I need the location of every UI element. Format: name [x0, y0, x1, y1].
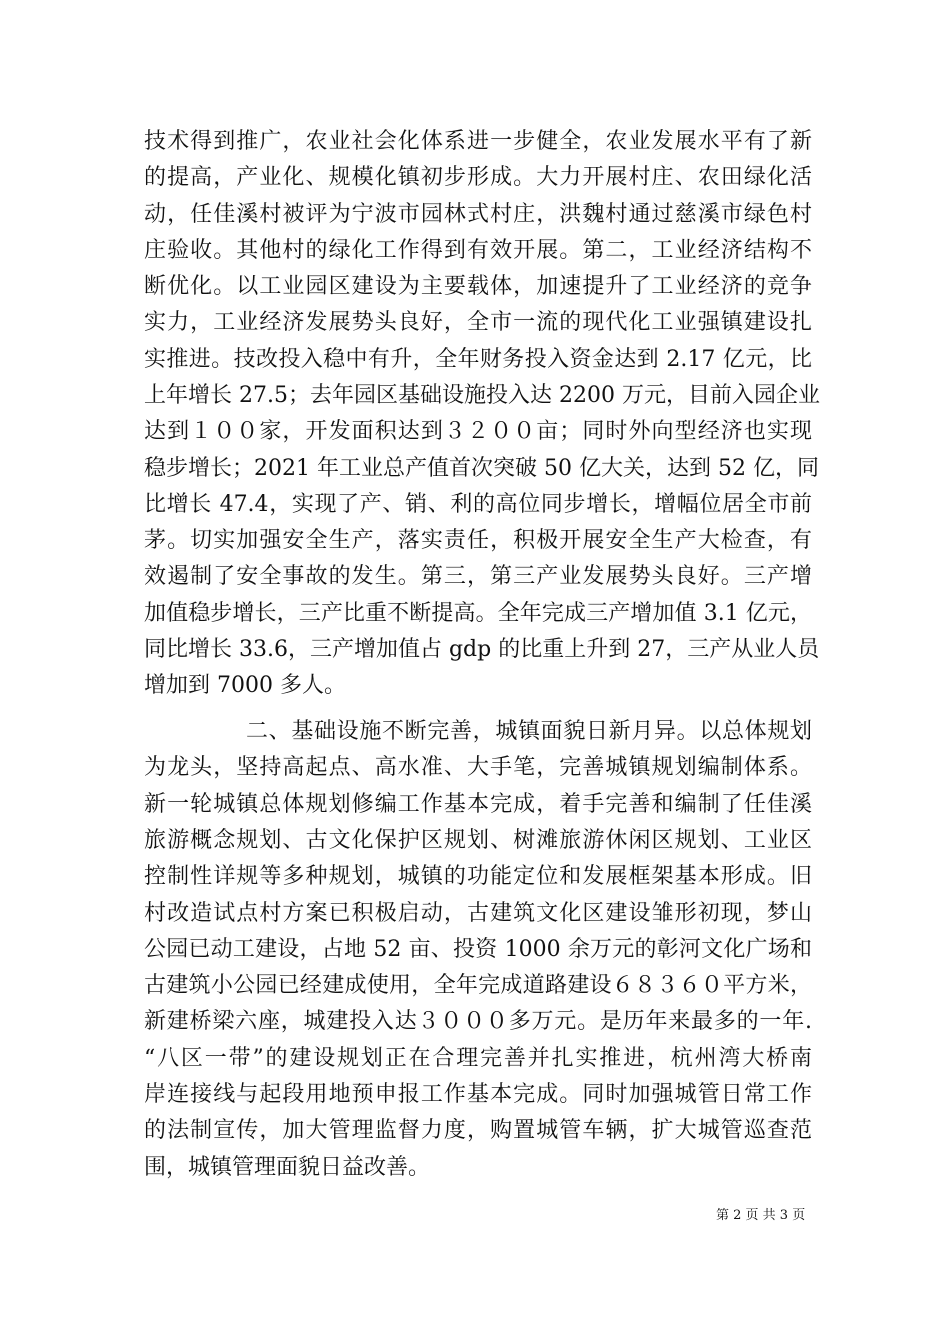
text-line: 公园已动工建设，占地 52 亩、投资 1000 余万元的彰河文化广场和 [144, 937, 812, 962]
text-line: 断优化。以工业园区建设为主要载体，加速提升了工业经济的竞争 [144, 274, 812, 299]
text-line: 控制性详规等多种规划，城镇的功能定位和发展框架基本形成。旧 [144, 864, 812, 889]
text-line: 古建筑小公园已经建成使用，全年完成道路建设６８３６０平方米， [144, 973, 812, 998]
text-line: 实推进。技改投入稳中有升，全年财务投入资金达到 2.17 亿元，比 [144, 347, 812, 372]
text-line: 加值稳步增长，三产比重不断提高。全年完成三产增加值 3.1 亿元， [144, 601, 812, 626]
text-line: 茅。切实加强安全生产，落实责任，积极开展安全生产大检查，有 [144, 528, 812, 553]
text-line: 围，城镇管理面貌日益改善。 [144, 1155, 431, 1180]
text-line: 庄验收。其他村的绿化工作得到有效开展。第二，工业经济结构不 [144, 238, 812, 263]
text-line: 旅游概念规划、古文化保护区规划、树滩旅游休闲区规划、工业区 [144, 828, 812, 853]
text-line: 新一轮城镇总体规划修编工作基本完成，着手完善和编制了任佳溪 [144, 792, 812, 817]
text-line: 新建桥梁六座，城建投入达３０００多万元。是历年来最多的一年. [144, 1009, 812, 1034]
text-line: 为龙头，坚持高起点、高水准、大手笔，完善城镇规划编制体系。 [144, 755, 812, 780]
page-number-footer: 第 2 页 共 3 页 [716, 1208, 806, 1223]
text-line: “八区一带”的建设规划正在合理完善并扎实推进，杭州湾大桥南 [144, 1046, 812, 1071]
text-line: 增加到 7000 多人。 [144, 673, 346, 698]
text-line: 比增长 47.4，实现了产、销、利的高位同步增长，增幅位居全市前 [144, 492, 812, 517]
text-line: 达到１００家，开发面积达到３２００亩；同时外向型经济也实现 [144, 419, 812, 444]
text-line: 的提高，产业化、规模化镇初步形成。大力开展村庄、农田绿化活 [144, 165, 812, 190]
text-line: 实力，工业经济发展势头良好，全市一流的现代化工业强镇建设扎 [144, 310, 812, 335]
text-line: 的法制宣传，加大管理监督力度，购置城管车辆，扩大城管巡查范 [144, 1118, 812, 1143]
text-line: 村改造试点村方案已积极启动，古建筑文化区建设雏形初现，梦山 [144, 901, 812, 926]
text-line: 同比增长 33.6，三产增加值占 gdp 的比重上升到 27，三产从业人员 [144, 637, 820, 662]
text-line: 上年增长 27.5；去年园区基础设施投入达 2200 万元，目前入园企业 [144, 383, 820, 408]
text-line: 技术得到推广，农业社会化体系进一步健全，农业发展水平有了新 [144, 129, 812, 154]
text-line: 稳步增长；2021 年工业总产值首次突破 50 亿大关，达到 52 亿，同 [144, 456, 819, 481]
text-line: 效遏制了安全事故的发生。第三，第三产业发展势头良好。三产增 [144, 564, 812, 589]
paragraph-heading-line: 二、基础设施不断完善，城镇面貌日新月异。以总体规划 [246, 719, 812, 744]
text-line: 动，任佳溪村被评为宁波市园林式村庄，洪魏村通过慈溪市绿色村 [144, 202, 812, 227]
text-line: 岸连接线与起段用地预申报工作基本完成。同时加强城管日常工作 [144, 1082, 812, 1107]
